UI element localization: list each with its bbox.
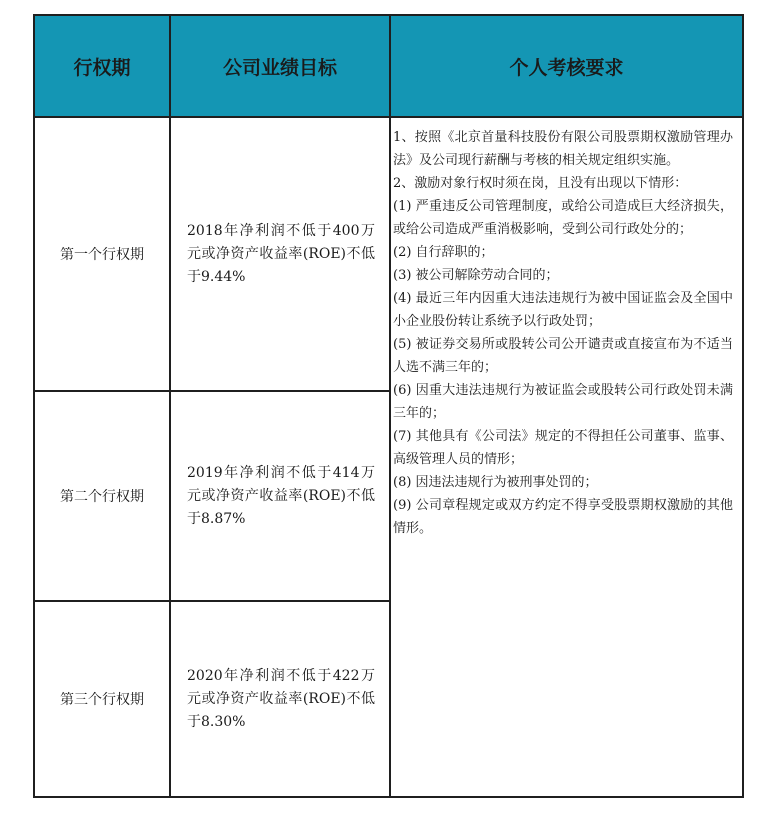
target-text-2: 2019年净利润不低于414万元或净资产收益率(ROE)不低于8.87% — [187, 464, 375, 527]
exercise-period-table — [33, 14, 744, 798]
header-personal-requirement: 个人考核要求 — [509, 56, 624, 79]
requirement-item: 2、激励对象行权时须在岗，且没有出现以下情形： — [393, 176, 688, 191]
header-exercise-period: 行权期 — [73, 56, 131, 79]
period-cell-2: 第二个行权期 — [60, 489, 144, 505]
target-cell-1 — [171, 118, 389, 390]
target-text-1: 2018年净利润不低于400万元或净资产收益率(ROE)不低于9.44% — [187, 222, 375, 285]
header-company-target: 公司业绩目标 — [222, 56, 337, 79]
requirement-item: 1、按照《北京首量科技股份有限公司股票期权激励管理办法》及公司现行薪酬与考核的相关规定组织实施。 — [393, 130, 733, 168]
requirement-item: (3) 被公司解除劳动合同的； — [393, 268, 559, 283]
personal-requirements-cell — [393, 126, 733, 540]
target-text-3: 2020年净利润不低于422万元或净资产收益率(ROE)不低于8.30% — [187, 667, 375, 730]
requirement-item: (6) 因重大违法违规行为被证监会或股转公司行政处罚未满三年的； — [393, 383, 733, 421]
period-cell-3: 第三个行权期 — [60, 692, 144, 708]
requirement-item: (8) 因违法违规行为被刑事处罚的； — [393, 475, 598, 490]
requirement-item: (5) 被证券交易所或股转公司公开谴责或直接宣布为不适当人选不满三年的； — [393, 337, 733, 375]
requirement-item: (9) 公司章程规定或双方约定不得享受股票期权激励的其他情形。 — [393, 498, 733, 536]
column-divider — [389, 16, 391, 796]
requirement-item: (2) 自行辞职的； — [393, 245, 494, 260]
requirement-item: (4) 最近三年内因重大违法违规行为被中国证监会及全国中小企业股份转让系统予以行政处罚； — [393, 291, 733, 329]
requirement-item: (7) 其他具有《公司法》规定的不得担任公司董事、监事、高级管理人员的情形； — [393, 429, 733, 467]
period-cell-1: 第一个行权期 — [60, 247, 144, 263]
target-cell-2 — [171, 392, 389, 600]
requirement-item: (1) 严重违反公司管理制度，或给公司造成巨大经济损失，或给公司造成严重消极影响，受到公司行政处分的； — [393, 199, 733, 237]
target-cell-3 — [171, 602, 389, 796]
